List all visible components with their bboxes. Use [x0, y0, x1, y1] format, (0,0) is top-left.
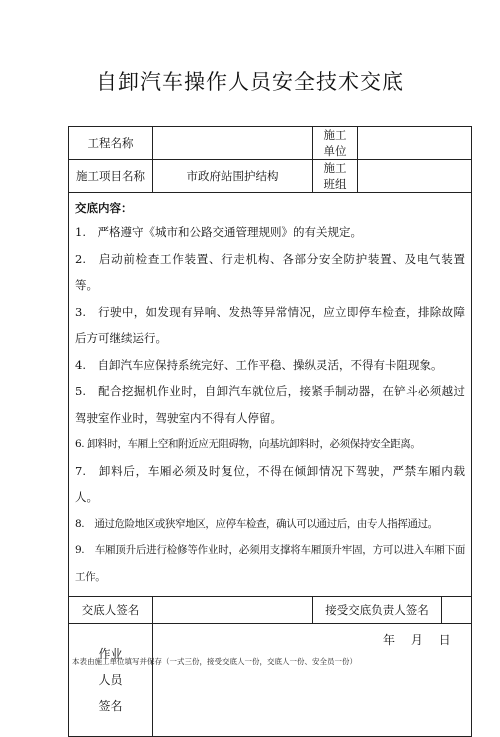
receiver-signature-field[interactable]	[442, 597, 472, 624]
content-item-9: 9. 车厢顶升后进行检修等作业时，必须用支撑将车厢顶升牢固，方可以进入车厢下面工作。	[75, 544, 465, 583]
workers-label-line-3: 签名	[98, 699, 123, 713]
content-item-2: 2. 启动前检查工作装置、行走机构、各部分安全防护装置、及电气装置等。	[75, 251, 465, 292]
workers-label-line-2: 人员	[98, 673, 123, 687]
signature-row	[69, 597, 472, 624]
content-row	[69, 193, 472, 597]
discloser-label: 交底人签名	[69, 597, 153, 624]
workers-label	[69, 624, 153, 737]
item-row	[69, 160, 472, 193]
content-item-7: 7. 卸料后，车厢必须及时复位，不得在倾卸情况下驾驶，严禁车厢内载人。	[75, 463, 465, 504]
content-item-1: 1. 严格遵守《城市和公路交通管理规则》的有关规定。	[75, 225, 362, 239]
content-item-5: 5. 配合挖掘机作业时，自卸汽车就位后，接紧手制动器，在铲斗必须越过驾驶室作业时，驾驶室内不得有人停留。	[75, 384, 465, 425]
item-name-label: 施工项目名称	[69, 160, 153, 193]
document-title: 自卸汽车操作人员安全技术交底	[96, 70, 404, 94]
content-item-8: 8. 通过危险地区或狭窄地区，应停车检查，确认可以通过后，由专人指挥通过。	[75, 517, 438, 530]
date-line: 年 月 日	[383, 633, 451, 647]
team-field[interactable]	[358, 160, 472, 193]
team-label: 施工班组	[313, 160, 358, 193]
content-item-4: 4. 自卸汽车应保持系统完好、工作平稳、操纵灵活，不得有卡阻现象。	[75, 357, 443, 372]
construction-unit-field[interactable]	[358, 127, 472, 160]
construction-unit-label: 施工单位	[313, 127, 358, 160]
receiver-label: 接受交底负责人签名	[313, 597, 442, 624]
discloser-signature-field[interactable]	[153, 597, 313, 624]
content-heading: 交底内容：	[75, 201, 133, 215]
footnote: 本表由施工单位填写并保存（一式三份，接受交底人一份，交底人一份、安全员一份）	[72, 657, 357, 666]
item-name-field[interactable]: 市政府站围护结构	[153, 160, 313, 193]
content-item-6: 6. 卸料时，车厢上空和附近应无阻碍物，向基坑卸料时，必须保持安全距离。	[75, 438, 421, 450]
content-area	[69, 193, 472, 597]
project-row	[69, 127, 472, 160]
workers-label-line-1: 作业	[98, 647, 123, 661]
project-name-field[interactable]	[153, 127, 313, 160]
content-item-3: 3. 行驶中，如发现有异响、发热等异常情况，应立即停车检查，排除故障后方可继续运行。	[75, 304, 465, 345]
project-name-label: 工程名称	[69, 127, 153, 160]
